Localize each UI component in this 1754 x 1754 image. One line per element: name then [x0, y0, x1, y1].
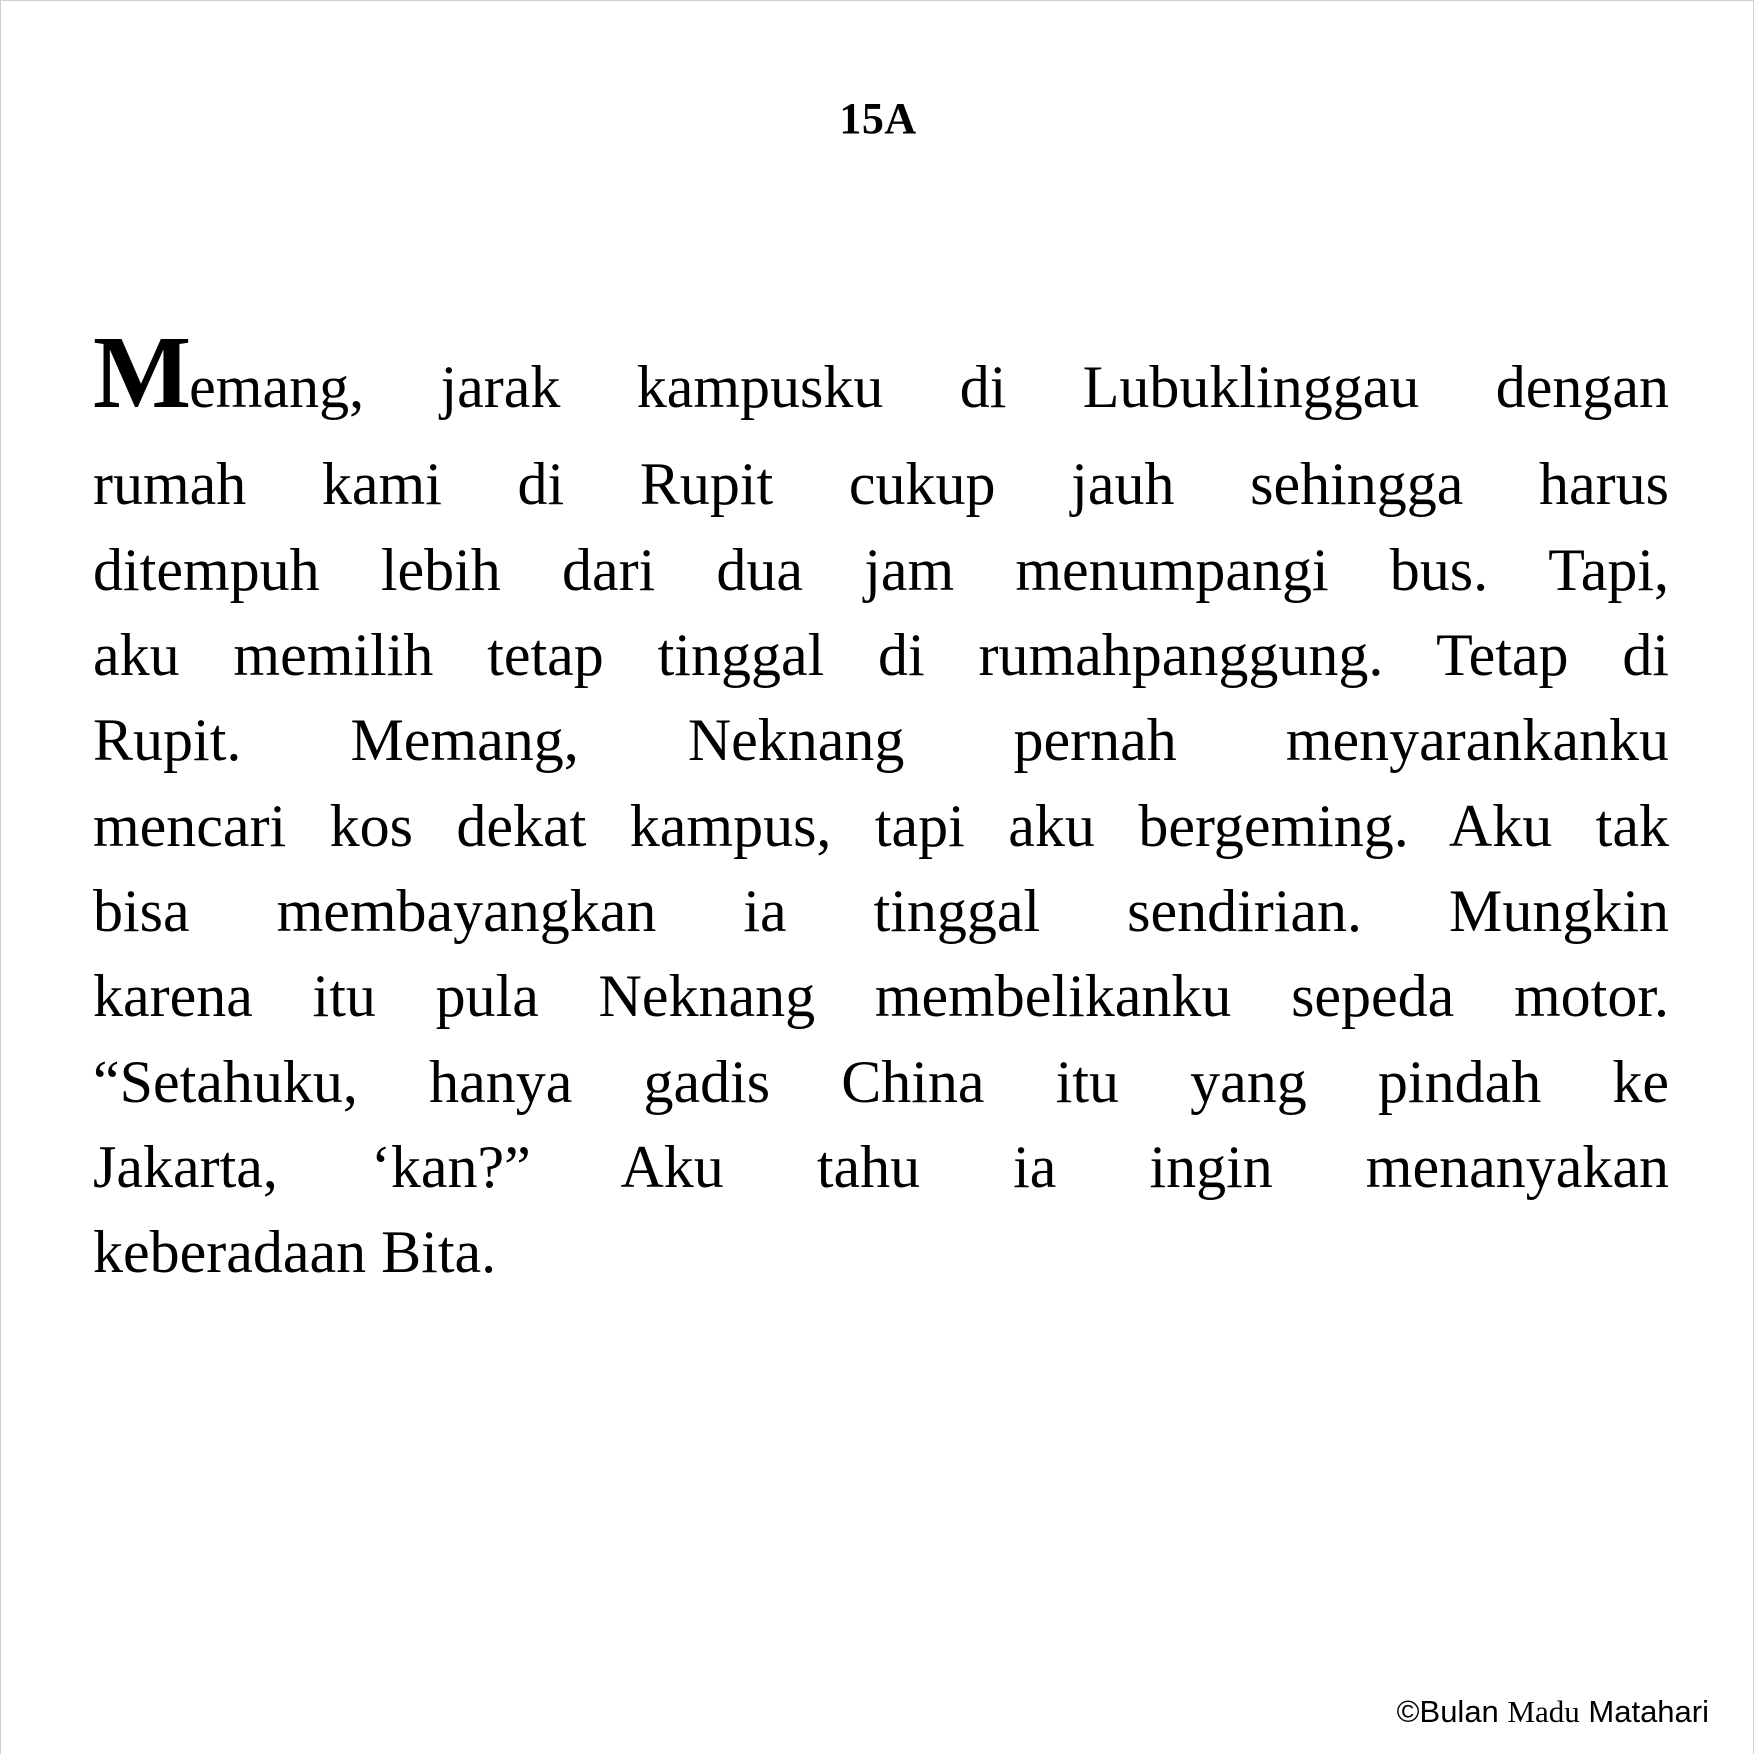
story-line-9: “Setahuku, hanya gadis China itu yang pindah ke	[93, 1049, 1669, 1115]
story-line-11: keberadaan Bita.	[93, 1219, 497, 1285]
story-line-5: Rupit. Memang, Neknang pernah menyarankanku	[93, 707, 1669, 773]
story-line-6: mencari kos dekat kampus, tapi aku bergeming. Aku tak	[93, 793, 1669, 859]
story-line-1	[93, 315, 1669, 430]
copyright-prefix: ©Bulan	[1396, 1694, 1499, 1729]
copyright-middle: Madu	[1507, 1694, 1580, 1729]
copyright-notice	[1397, 1694, 1709, 1730]
story-line-8: karena itu pula Neknang membelikanku sepeda motor.	[93, 963, 1669, 1029]
story-line-3: ditempuh lebih dari dua jam menumpangi bus. Tapi,	[93, 537, 1669, 603]
story-line-4: aku memilih tetap tinggal di rumahpanggung. Tetap di	[93, 622, 1669, 688]
copyright-suffix: Matahari	[1588, 1694, 1709, 1729]
page-number-heading: 15A	[839, 94, 917, 143]
story-line-2: rumah kami di Rupit cukup jauh sehingga harus	[93, 451, 1669, 517]
drop-cap: M	[93, 315, 190, 430]
story-line-7: bisa membayangkan ia tinggal sendirian. Mungkin	[93, 878, 1669, 944]
story-line-10: Jakarta, ‘kan?” Aku tahu ia ingin menanyakan	[93, 1134, 1669, 1200]
first-line-text: emang, jarak kampusku di Lubuklinggau dengan	[189, 354, 1669, 420]
